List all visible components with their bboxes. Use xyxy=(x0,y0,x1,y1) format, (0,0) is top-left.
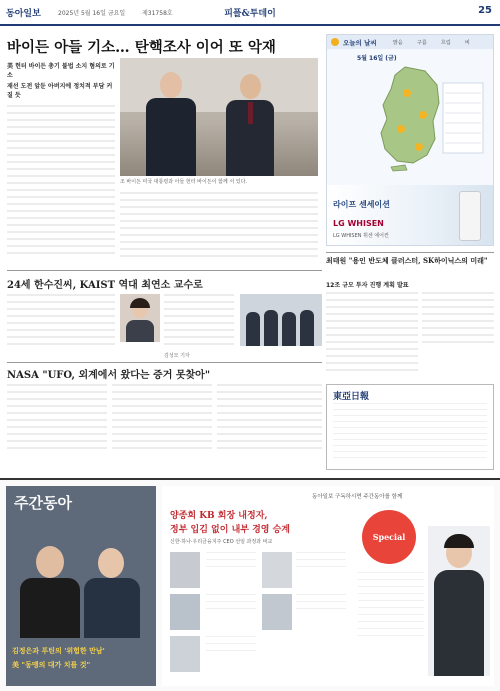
special-lines xyxy=(358,572,424,672)
promo-lines-1 xyxy=(206,552,256,672)
issue-number: 제31758호 xyxy=(142,10,173,17)
person-body xyxy=(246,312,260,346)
person-body xyxy=(264,310,278,346)
sun-icon xyxy=(331,38,339,46)
legend-sunny: 맑음 xyxy=(393,40,403,46)
hair xyxy=(130,298,150,308)
person-body xyxy=(282,312,296,346)
person-body xyxy=(300,310,314,346)
thumb-1 xyxy=(170,552,200,588)
person-head xyxy=(160,72,182,98)
ad-brand: LG WHISEN xyxy=(333,219,384,228)
page-number: 25 xyxy=(478,5,492,16)
jeju-island xyxy=(391,165,407,171)
sk-body-col-2 xyxy=(422,292,494,362)
ad-sub: LG WHISEN 휘센 에어컨 xyxy=(333,233,389,239)
person-body xyxy=(126,320,154,342)
thumb-3 xyxy=(170,636,200,672)
promo-panel xyxy=(162,486,494,686)
weather-map xyxy=(335,63,485,173)
hair xyxy=(444,534,474,548)
promo-sub: 신한·하나·우리금융지주 CEO 선임 과정과 비교 xyxy=(170,539,273,545)
kaist-body-col-2 xyxy=(164,294,234,354)
cover-masthead: 주간동아 xyxy=(14,494,72,512)
sk-body-col xyxy=(326,292,418,382)
lg-ad xyxy=(327,185,493,245)
promo-headline-2: 정부 입김 없이 내부 경영 승계 xyxy=(170,525,290,535)
legend-rain: 비 xyxy=(465,40,470,46)
notice-lines xyxy=(333,403,487,465)
rule xyxy=(7,362,322,363)
nasa-headline: NASA "UFO, 외계에서 왔다는 증거 못찾아" xyxy=(7,370,211,381)
masthead xyxy=(0,0,500,26)
lead-photo xyxy=(120,58,318,176)
thumb-4 xyxy=(262,552,292,588)
rule xyxy=(326,252,494,253)
special-badge xyxy=(362,510,416,564)
special-label: Special xyxy=(372,532,406,542)
kaist-headline: 24세 한수진씨, KAIST 역대 최연소 교수로 xyxy=(7,280,203,291)
sk-subhead: 12조 규모 투자 진행 계획 발표 xyxy=(326,282,409,289)
sun-icon xyxy=(419,111,427,119)
promo-lines-2 xyxy=(296,552,346,632)
issue-date: 2025년 5월 16일 금요일 xyxy=(58,10,126,17)
person-head xyxy=(98,548,124,578)
weather-title: 오늘의 날씨 xyxy=(343,39,377,47)
magazine-cover xyxy=(6,486,156,686)
aircon-image xyxy=(459,191,481,241)
magazine-ad xyxy=(0,478,500,691)
cover-caption-2: 美 "동맹의 대가 치를 것" xyxy=(12,661,91,669)
notice-box xyxy=(326,384,494,470)
kaist-body-col xyxy=(7,294,115,354)
section-title: 피플&투데이 xyxy=(224,9,276,19)
model-photo xyxy=(428,526,490,676)
thumb-5 xyxy=(262,594,292,630)
paper-name: 동아일보 xyxy=(6,9,41,19)
nasa-body-col-1 xyxy=(7,384,107,464)
lead-subhead-2: 재선 도전 앞둔 아버지에 정치적 부담 커질 듯 xyxy=(7,83,113,99)
person-body xyxy=(84,578,140,638)
person-body xyxy=(20,578,80,638)
tie xyxy=(248,102,253,124)
lead-body-col-1 xyxy=(7,105,115,265)
portrait-photo xyxy=(120,294,160,342)
person-body xyxy=(434,570,484,676)
person-head xyxy=(240,74,261,99)
nasa-body-col-2 xyxy=(112,384,212,464)
weather-box xyxy=(326,34,494,246)
thumb-2 xyxy=(170,594,200,630)
person-head xyxy=(36,546,64,578)
lead-headline: 바이든 아들 기소… 탄핵조사 이어 또 악재 xyxy=(7,39,276,56)
person-body xyxy=(146,98,196,176)
legend-cloudy: 구름 xyxy=(417,40,427,46)
sun-icon xyxy=(403,89,411,97)
rule xyxy=(7,270,322,271)
sun-icon xyxy=(415,143,423,151)
promo-headline-1: 양종희 KB 회장 내정자, xyxy=(170,511,268,521)
nasa-body-col-3 xyxy=(217,384,322,464)
sun-icon xyxy=(397,125,405,133)
lead-subhead-1: 美 헌터 바이든 총기 불법 소지 혐의로 기소 xyxy=(7,63,115,79)
lead-body-col-2 xyxy=(120,192,318,264)
legend-overcast: 흐림 xyxy=(441,40,451,46)
lead-photo-caption: 조 바이든 미국 대통령과 아들 헌터 바이든이 함께 서 있다. xyxy=(120,179,247,185)
kaist-byline: 김성모 기자 xyxy=(164,353,190,359)
cover-caption: 김정은과 푸틴의 '위험한 만남' xyxy=(12,647,105,655)
notice-masthead: 東亞日報 xyxy=(333,392,370,402)
event-photo xyxy=(240,294,322,346)
sk-headline: 최태원 "용인 반도체 클러스터, SK하이닉스의 미래" xyxy=(326,256,488,265)
weather-header xyxy=(327,35,493,49)
ad-title: 라이프 센세이션 xyxy=(333,200,390,209)
peninsula-shape xyxy=(381,67,439,163)
promo-tagline: 동아일보 구독하시면 주간동아를 함께 xyxy=(312,494,403,500)
forecast-label: 5월 16일 (금) xyxy=(357,55,397,62)
